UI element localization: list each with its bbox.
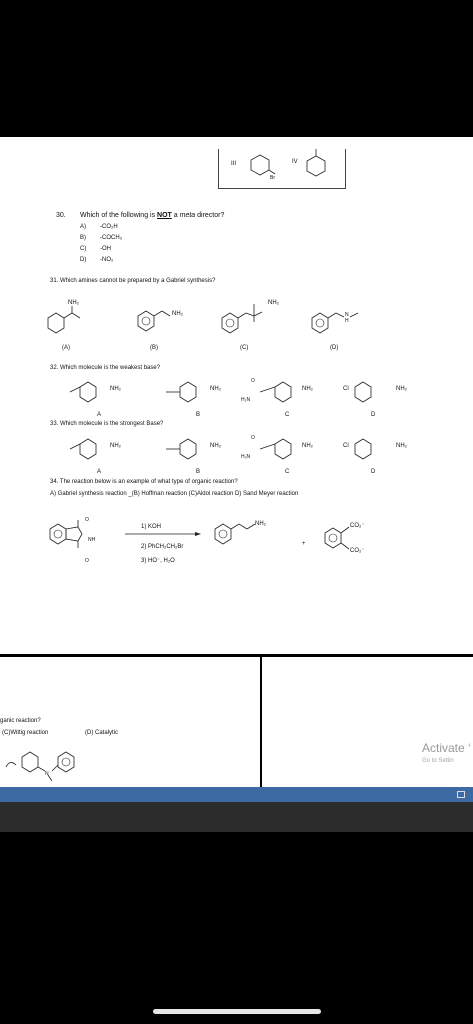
q31-structures [40, 292, 360, 337]
q33-b-nh2: NH₂ [210, 443, 221, 449]
roman-iii: III [231, 161, 237, 167]
q32-b-nh2: NH₂ [210, 386, 221, 392]
q34-text: 34. The reaction below is an example of what type of organic reaction? [50, 479, 238, 485]
q30-option-a-text: -CO₂H [100, 224, 118, 230]
q33-label-b: B [196, 469, 201, 475]
q32-label-d: D [371, 412, 376, 418]
q34-plus: + [302, 541, 306, 547]
q33-c-o: O [251, 435, 255, 441]
q30-number: 30. [56, 212, 66, 219]
q32-d-nh2: NH₂ [396, 386, 407, 392]
activate-watermark-title: Activate ‘ [422, 741, 471, 755]
q34-o-bottom: O [85, 558, 89, 564]
q33-label-a: A [97, 469, 102, 475]
q34-reaction-scheme [40, 505, 420, 575]
q30-option-b-letter: B) [80, 235, 86, 241]
q30-option-d-text: -NO₂ [100, 257, 114, 263]
q32-text: 32. Which molecule is the weakest base? [50, 365, 161, 371]
q32-d-cl: Cl [343, 386, 349, 392]
q30-option-d-letter: D) [80, 257, 87, 263]
page2-n-label: N [45, 771, 49, 777]
bottom-strip [0, 802, 473, 832]
page2-option-c: (C)Wittig reaction [2, 730, 49, 736]
q32-label-a: A [97, 412, 102, 418]
q31-label-a: (A) [62, 345, 70, 351]
q32-label-b: B [196, 412, 201, 418]
q31-text: 31. Which amines cannot be prepared by a Gabriel synthesis? [50, 278, 216, 284]
q30-option-c-text: -OH [100, 246, 111, 252]
activate-watermark-subtitle: Go to Settin [422, 758, 454, 764]
q34-nh: NH [88, 537, 96, 543]
second-page-right [262, 657, 473, 787]
q32-c-o: O [251, 378, 255, 384]
q33-d-nh2: NH₂ [396, 443, 407, 449]
q34-reagent-3: 3) HO⁻, H₂O [141, 558, 175, 564]
document-page [0, 137, 473, 654]
q31-c-nh2: NH₂ [268, 300, 279, 306]
home-indicator[interactable] [153, 1009, 321, 1014]
q33-c-nh2: NH₂ [302, 443, 313, 449]
q34-product-nh2: NH₂ [255, 521, 266, 527]
roman-iv: IV [292, 159, 298, 165]
q32-c-h2n: H₂N [241, 397, 251, 403]
q31-b-nh2: NH₂ [172, 311, 183, 317]
q32-a-nh2: NH₂ [110, 386, 121, 392]
q34-reagent-1: 1) KOH [141, 524, 162, 530]
page2-structure [0, 745, 90, 785]
taskbar [0, 787, 473, 802]
q30-option-b-text: -COCH₃ [100, 235, 123, 241]
second-page [0, 657, 260, 787]
q31-label-d: (D) [330, 345, 339, 351]
q31-label-c: (C) [240, 345, 249, 351]
q31-d-h: H [345, 318, 349, 324]
q31-d-n: N [345, 312, 349, 318]
q33-label-d: D [371, 469, 376, 475]
q32-c-nh2: NH₂ [302, 386, 313, 392]
q34-o-top: O [85, 517, 89, 523]
br-label: Br [270, 175, 275, 181]
q33-c-h2n: H₂N [241, 454, 251, 460]
q30-option-a-letter: A) [80, 224, 86, 230]
cyclohexane-structures [236, 149, 346, 184]
q34-reagent-2: 2) PhCH₂CH₂Br [141, 544, 184, 550]
q34-co2-top: CO₂⁻ [350, 523, 365, 529]
q30-option-c-letter: C) [80, 246, 87, 252]
q30-text: Which of the following is NOT a meta director? [80, 212, 225, 219]
page2-option-d: (D) Catalytic [85, 730, 119, 736]
q31-label-b: (B) [150, 345, 158, 351]
q32-label-c: C [285, 412, 290, 418]
q34-co2-bottom: CO₂⁻ [350, 548, 365, 554]
q34-options: A) Gabriel synthesis reaction _(B) Hoffman reaction (C)Aldol reaction D) Sand Meyer reaction [50, 491, 299, 497]
q33-a-nh2: NH₂ [110, 443, 121, 449]
q31-a-nh2: NH₂ [68, 300, 79, 306]
keyboard-icon[interactable] [457, 791, 465, 798]
q33-d-cl: Cl [343, 443, 349, 449]
page2-line1: ganic reaction? [0, 718, 41, 724]
q33-label-c: C [285, 469, 290, 475]
q33-text: 33. Which molecule is the strongest Base? [50, 421, 164, 427]
